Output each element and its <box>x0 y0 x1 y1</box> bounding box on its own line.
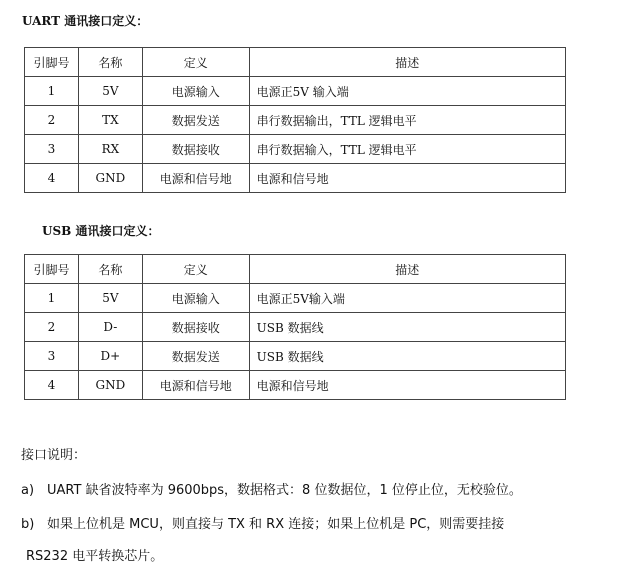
table-row <box>25 164 566 193</box>
pin-definition: 电源和信号地 <box>142 371 249 400</box>
pin-number: 1 <box>25 77 79 106</box>
pin-name: 5V <box>78 284 142 313</box>
note-item-b <box>21 513 504 532</box>
table-row <box>25 313 566 342</box>
table-row <box>25 135 566 164</box>
uart-pin-table <box>24 47 566 193</box>
usb-section-heading: USB 通讯接口定义： <box>42 224 160 238</box>
column-header-description: 描述 <box>249 48 565 77</box>
pin-definition: 数据发送 <box>142 106 249 135</box>
table-row <box>25 284 566 313</box>
note-text: UART 缺省波特率为 9600bps，数据格式：8 位数据位，1 位停止位，无校验位。 <box>47 483 522 498</box>
column-header-pin: 引脚号 <box>25 48 79 77</box>
pin-number: 4 <box>25 371 79 400</box>
pin-name: D- <box>78 313 142 342</box>
pin-description: 电源和信号地 <box>249 164 565 193</box>
table-header-row <box>25 48 566 77</box>
pin-name: D+ <box>78 342 142 371</box>
pin-definition: 数据发送 <box>142 342 249 371</box>
usb-pin-table <box>24 254 566 400</box>
pin-name: TX <box>78 106 142 135</box>
pin-description: 电源和信号地 <box>249 371 565 400</box>
column-header-name: 名称 <box>78 255 142 284</box>
column-header-description: 描述 <box>249 255 565 284</box>
table-row <box>25 371 566 400</box>
table-header-row <box>25 255 566 284</box>
pin-definition: 电源输入 <box>142 284 249 313</box>
note-text: 如果上位机是 MCU，则直接与 TX 和 RX 连接；如果上位机是 PC，则需要挂接 <box>47 517 505 532</box>
pin-number: 3 <box>25 135 79 164</box>
note-item-a <box>21 479 522 498</box>
pin-number: 3 <box>25 342 79 371</box>
table-row <box>25 106 566 135</box>
pin-definition: 电源输入 <box>142 77 249 106</box>
pin-name: 5V <box>78 77 142 106</box>
pin-description: USB 数据线 <box>249 342 565 371</box>
pin-name: RX <box>78 135 142 164</box>
table-row <box>25 342 566 371</box>
column-header-name: 名称 <box>78 48 142 77</box>
table-row <box>25 77 566 106</box>
column-header-pin: 引脚号 <box>25 255 79 284</box>
pin-definition: 数据接收 <box>142 313 249 342</box>
uart-section-heading: UART 通讯接口定义： <box>22 14 149 28</box>
pin-number: 1 <box>25 284 79 313</box>
pin-description: 电源正5V 输入端 <box>249 77 565 106</box>
pin-description: USB 数据线 <box>249 313 565 342</box>
column-header-definition: 定义 <box>142 255 249 284</box>
pin-description: 串行数据输出，TTL 逻辑电平 <box>249 106 565 135</box>
note-marker: b) <box>21 517 35 532</box>
pin-description: 电源正5V输入端 <box>249 284 565 313</box>
notes-title: 接口说明： <box>21 448 87 463</box>
note-marker: a) <box>21 483 35 498</box>
pin-name: GND <box>78 371 142 400</box>
pin-number: 2 <box>25 313 79 342</box>
note-text-continuation: RS232 电平转换芯片。 <box>26 549 164 564</box>
pin-description: 串行数据输入，TTL 逻辑电平 <box>249 135 565 164</box>
pin-definition: 数据接收 <box>142 135 249 164</box>
pin-number: 4 <box>25 164 79 193</box>
pin-number: 2 <box>25 106 79 135</box>
column-header-definition: 定义 <box>142 48 249 77</box>
pin-definition: 电源和信号地 <box>142 164 249 193</box>
pin-name: GND <box>78 164 142 193</box>
